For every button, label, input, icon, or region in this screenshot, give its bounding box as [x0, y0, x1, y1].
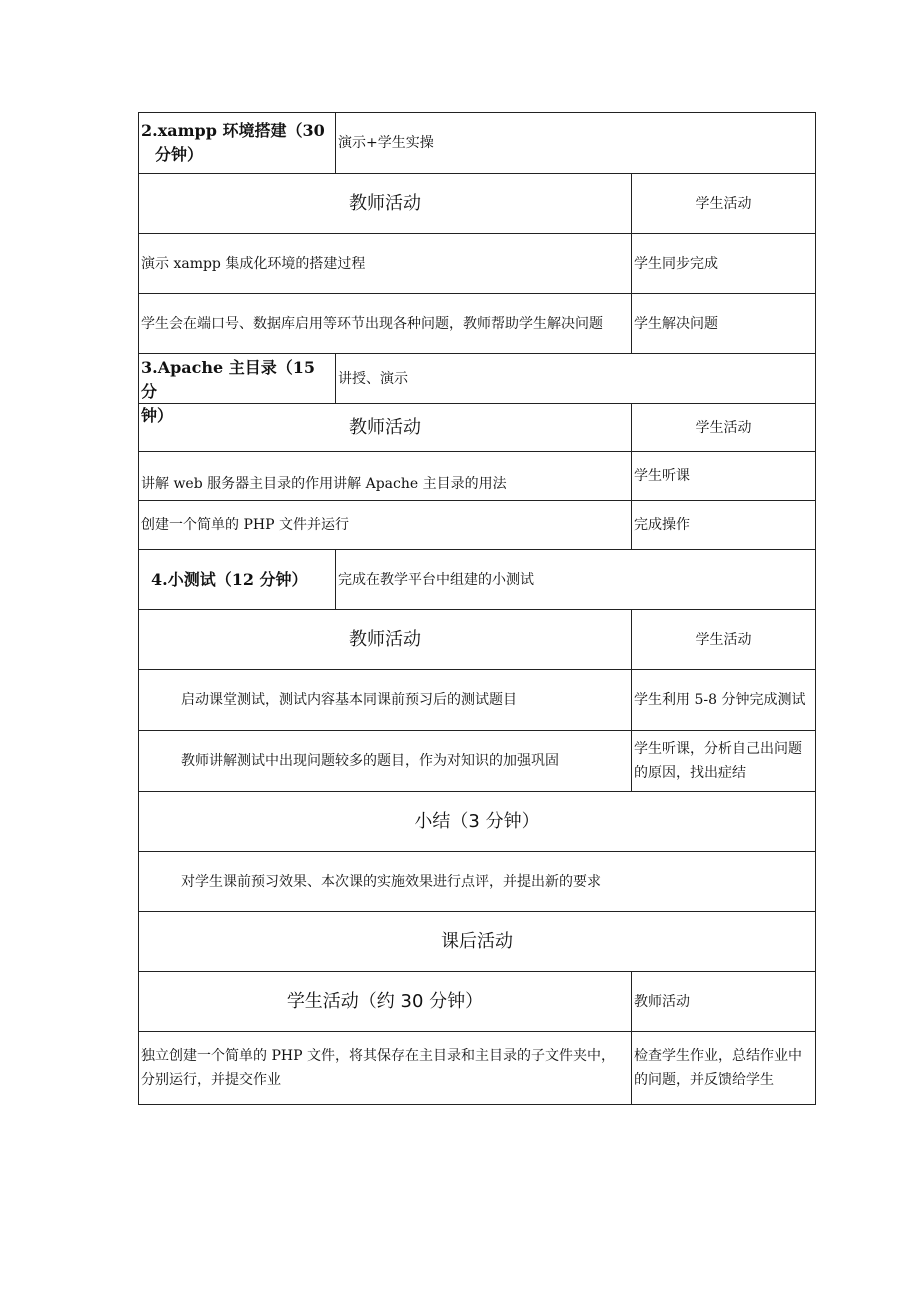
lesson-plan-table: [138, 112, 816, 1105]
section-3-row-1: [139, 452, 815, 501]
summary-title: 小结（3 分钟）: [414, 810, 540, 832]
section-3-title-row: [139, 354, 815, 425]
section-2-row-2-teacher: 学生会在端口号、数据库启用等环节出现各种问题，教师帮助学生解决问题: [139, 294, 632, 353]
section-2-row-1-teacher: 演示 xampp 集成化环境的搭建过程: [139, 234, 632, 293]
section-2-title-line2: 分钟）: [155, 145, 204, 164]
section-3-header-row: [139, 404, 815, 452]
section-4-title-row: [139, 550, 815, 610]
section-2-row-2: [139, 294, 815, 354]
after-class-student-header: 学生活动（约 30 分钟）: [139, 972, 632, 1031]
section-3-row-2-teacher: 创建一个简单的 PHP 文件并运行: [139, 501, 632, 549]
after-class-row: [139, 1032, 815, 1104]
section-4-row-2-student: 学生听课，分析自己出问题的原因，找出症结: [634, 741, 802, 781]
section-3-teacher-header: 教师活动: [139, 404, 632, 451]
section-4-title: 4.小测试（12 分钟）: [139, 550, 336, 609]
summary-title-row: [139, 792, 815, 852]
section-4-teacher-header: 教师活动: [139, 610, 632, 669]
section-3-row-2: [139, 501, 815, 550]
summary-text: 对学生课前预习效果、本次课的实施效果进行点评，并提出新的要求: [181, 873, 601, 890]
section-4-row-1-teacher: 启动课堂测试，测试内容基本同课前预习后的测试题目: [139, 670, 632, 730]
section-2-method: 演示+学生实操: [338, 135, 434, 151]
after-class-teacher-header: 教师活动: [634, 993, 690, 1010]
section-4-student-header: 学生活动: [695, 631, 752, 648]
section-3-title-line2: 钟）: [141, 406, 174, 425]
section-3-title: [139, 354, 336, 425]
section-4-header-row: [139, 610, 815, 670]
after-class-header-row: [139, 972, 815, 1032]
section-3-student-header: 学生活动: [695, 419, 752, 436]
section-2-row-1: [139, 234, 815, 294]
section-2-teacher-header: 教师活动: [139, 174, 632, 233]
section-4-method: 完成在教学平台中组建的小测试: [338, 571, 534, 588]
section-3-row-2-student: 完成操作: [634, 517, 690, 533]
section-3-row-1-teacher: 讲解 web 服务器主目录的作用讲解 Apache 主目录的用法: [139, 452, 632, 500]
section-2-row-2-student: 学生解决问题: [634, 315, 718, 332]
summary-text-row: [139, 852, 815, 912]
section-2-title: [139, 113, 336, 173]
section-2-row-1-student: 学生同步完成: [634, 255, 718, 272]
after-class-teacher-task: 检查学生作业，总结作业中的问题，并反馈给学生: [634, 1048, 802, 1088]
section-2-student-header: 学生活动: [695, 195, 752, 212]
section-4-row-1-student: 学生利用 5-8 分钟完成测试: [634, 692, 806, 708]
section-2-header-row: [139, 174, 815, 234]
section-2-title-row: [139, 113, 815, 174]
section-3-method: 讲授、演示: [338, 370, 408, 387]
after-class-student-task: 独立创建一个简单的 PHP 文件，将其保存在主目录和主目录的子文件夹中，分别运行，并提交作业: [139, 1032, 632, 1104]
after-class-title-row: [139, 912, 815, 972]
section-4-row-2: [139, 731, 815, 792]
section-4-row-2-teacher: 教师讲解测试中出现问题较多的题目，作为对知识的加强巩固: [139, 731, 632, 791]
after-class-title: 课后活动: [441, 930, 513, 952]
section-3-row-1-student: 学生听课: [634, 468, 690, 484]
section-2-title-line1: 2.xampp 环境搭建（30: [141, 121, 325, 140]
section-3-title-line1: 3.Apache 主目录（15 分: [141, 358, 316, 401]
section-4-row-1: [139, 670, 815, 731]
